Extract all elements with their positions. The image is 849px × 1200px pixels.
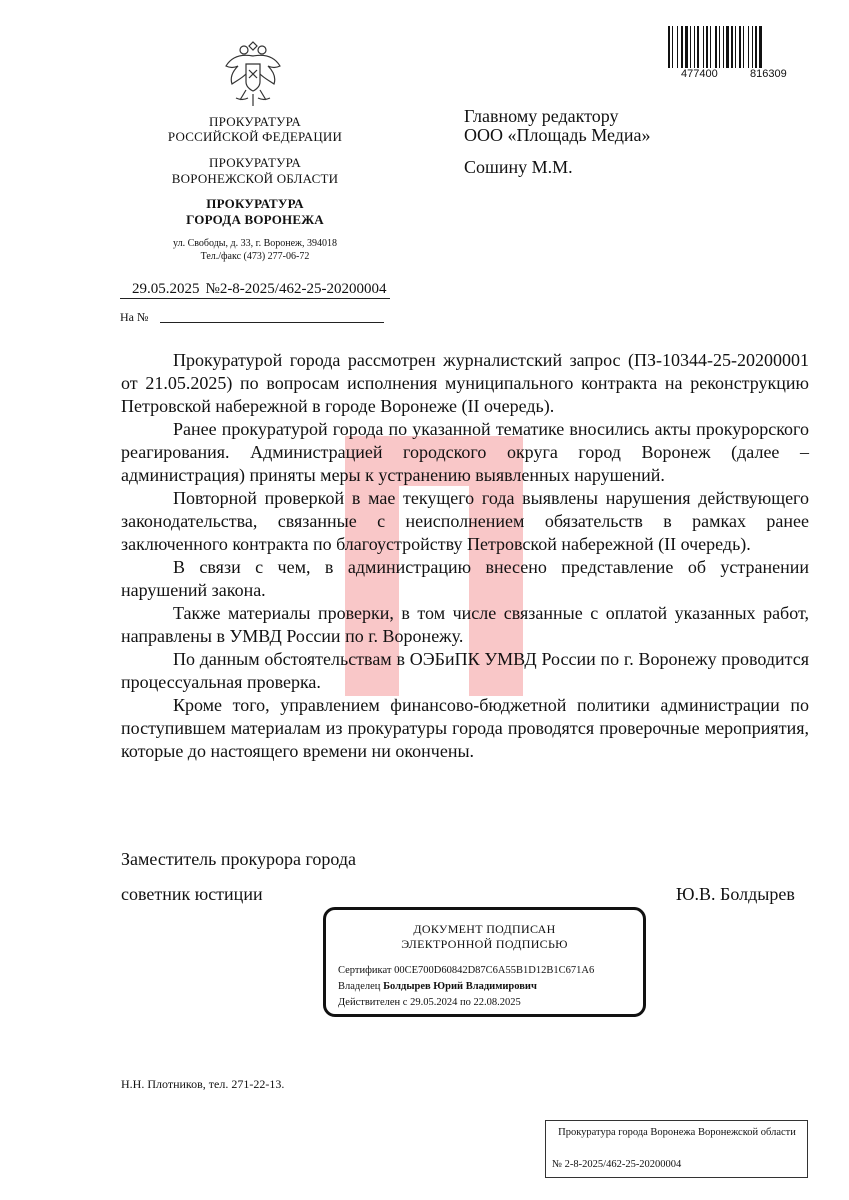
org-line-5: ПРОКУРАТУРА	[206, 196, 304, 211]
org-line-4: ВОРОНЕЖСКОЙ ОБЛАСТИ	[171, 171, 339, 186]
stamp-valid-to: 22.08.2025	[473, 997, 521, 1008]
paragraph-6: По данным обстоятельствам в ОЭБиПК УМВД России по г. Воронежу проводится процессуальная проверка.	[121, 649, 809, 692]
stamp-title-1: ДОКУМЕНТ ПОДПИСАН	[413, 922, 556, 936]
registration-number-sign: №	[205, 281, 220, 297]
stamp-owner-label: Владелец	[338, 981, 381, 992]
stamp-valid-to-label: по	[459, 997, 471, 1008]
executor-contact: Н.Н. Плотников, тел. 271-22-13.	[121, 1077, 285, 1091]
barcode	[668, 26, 798, 68]
recipient-line-2: ООО «Площадь Медиа»	[464, 125, 651, 145]
regbox-number-value: 2-8-2025/462-25-20200004	[564, 1159, 682, 1170]
paragraph-7: Кроме того, управлением финансово-бюджетной политики администрации по поступившем материалам из прокуратуры города проводятся проверочные мероприятия, которые до настоящего времени ни окончены.	[121, 695, 809, 761]
stamp-valid-from: 29.05.2024	[410, 997, 458, 1008]
paragraph-4: В связи с чем, в администрацию внесено представление об устранении нарушений закона.	[121, 557, 809, 600]
stamp-cert-label: Сертификат	[338, 965, 392, 976]
registration-number: 2-8-2025/462-25-20200004	[219, 281, 387, 297]
coat-of-arms-icon	[220, 38, 286, 110]
regbox-org: Прокуратура города Воронежа Воронежской области	[558, 1127, 796, 1138]
paragraph-5: Также материалы проверки, в том числе связанные с оплатой указанных работ, направлены в УМВД России по г. Воронежу.	[121, 603, 809, 646]
stamp-certificate	[338, 965, 594, 976]
paragraph-1: Прокуратурой города рассмотрен журналистский запрос (ПЗ-10344-25-20200001 от 21.05.2025) по вопросам исполнения муниципального контракта на реконструкцию Петровской набережной в городе Воронеже (II очередь).	[121, 350, 809, 416]
barcode-bars	[668, 26, 798, 68]
stamp-cert-value: 00CE700D60842D87C6A55B1D12B1C671A6	[394, 965, 595, 976]
e-signature-stamp	[323, 907, 646, 1017]
na-underline	[160, 322, 384, 323]
regbox-number-sign: №	[552, 1159, 563, 1170]
barcode-left-number: 477400	[681, 68, 718, 80]
signer-position-2: советник юстиции	[121, 884, 263, 904]
registration-box	[545, 1120, 808, 1178]
registration-date: 29.05.2025	[120, 281, 204, 299]
letter-body	[121, 349, 809, 763]
org-line-6: ГОРОДА ВОРОНЕЖА	[186, 212, 324, 227]
org-phone: Тел./факс (473) 277-06-72	[200, 251, 310, 262]
stamp-title-2: ЭЛЕКТРОННОЙ ПОДПИСЬЮ	[401, 937, 568, 951]
regbox-number	[552, 1159, 681, 1170]
recipient-line-3: Сошину М.М.	[464, 157, 573, 177]
org-line-2: РОССИЙСКОЙ ФЕДЕРАЦИИ	[167, 129, 343, 144]
na-label: На №	[120, 310, 149, 324]
paragraph-3: Повторной проверкой в мае текущего года выявлены нарушения действующего законодательства, связанные с неисполнением обязательств в рамках ранее заключенного контракта по благоустройству Петровской набережной (II очередь).	[121, 488, 809, 554]
paragraph-2: Ранее прокуратурой города по указанной тематике вносились акты прокурорского реагирования. Администрацией городского округа город Воронеж (далее – администрация) приняты меры к устранению выявленных нарушений.	[121, 419, 809, 485]
org-line-1: ПРОКУРАТУРА	[209, 114, 301, 129]
registration-line	[120, 281, 390, 299]
barcode-right-number: 816309	[750, 68, 787, 80]
stamp-validity	[338, 997, 521, 1008]
stamp-valid-label: Действителен с	[338, 997, 408, 1008]
stamp-owner-value: Болдырев Юрий Владимирович	[383, 981, 537, 992]
recipient-line-1: Главному редактору	[464, 106, 619, 126]
org-line-3: ПРОКУРАТУРА	[209, 155, 301, 170]
org-address: ул. Свободы, д. 33, г. Воронеж, 394018	[173, 238, 337, 249]
stamp-owner	[338, 981, 537, 992]
signer-position-1: Заместитель прокурора города	[121, 849, 357, 869]
signer-name: Ю.В. Болдырев	[676, 884, 795, 904]
